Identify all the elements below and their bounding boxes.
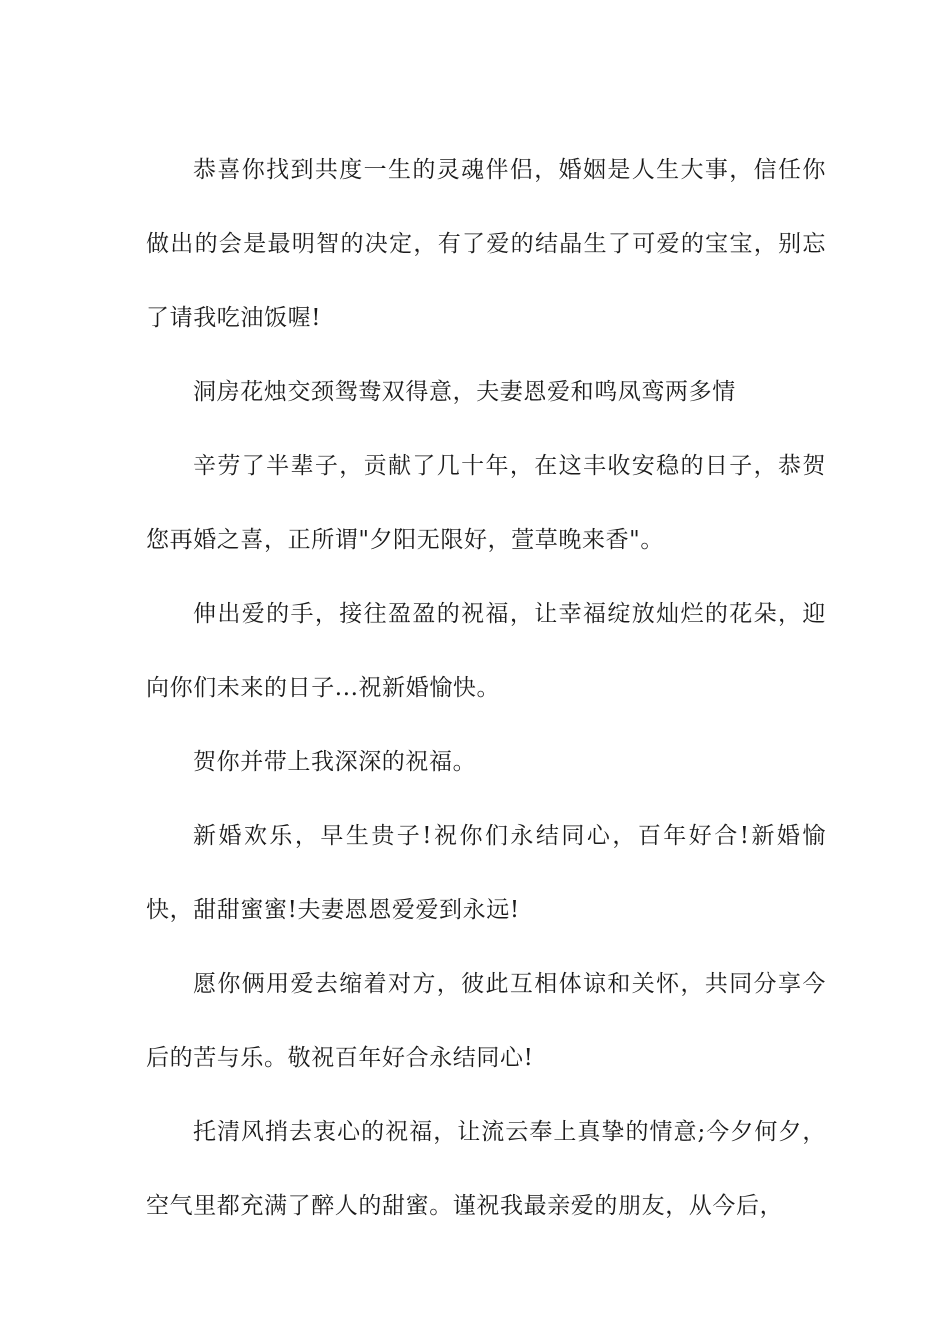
paragraph: 托清风捎去衷心的祝福，让流云奉上真挚的情意;今夕何夕，空气里都充满了醉人的甜蜜。谨祝我最亲爱的朋友，从今后， bbox=[146, 1119, 826, 1219]
paragraph: 愿你俩用爱去缩着对方，彼此互相体谅和关怀，共同分享今后的苦与乐。敬祝百年好合永结同心! bbox=[146, 971, 826, 1071]
paragraph: 洞房花烛交颈鸳鸯双得意，夫妻恩爱和鸣凤鸾两多情 bbox=[193, 379, 736, 405]
paragraph: 新婚欢乐，早生贵子!祝你们永结同心，百年好合!新婚愉快，甜甜蜜蜜!夫妻恩恩爱爱到永远! bbox=[146, 823, 826, 923]
paragraph: 贺你并带上我深深的祝福。 bbox=[193, 749, 477, 775]
document-body bbox=[146, 133, 826, 1243]
paragraph: 辛劳了半辈子，贡献了几十年，在这丰收安稳的日子，恭贺您再婚之喜，正所谓"夕阳无限好，萱草晚来香"。 bbox=[146, 453, 826, 553]
paragraph: 恭喜你找到共度一生的灵魂伴侣，婚姻是人生大事，信任你做出的会是最明智的决定，有了爱的结晶生了可爱的宝宝，别忘了请我吃油饭喔! bbox=[146, 157, 826, 331]
paragraph: 伸出爱的手，接往盈盈的祝福，让幸福绽放灿烂的花朵，迎向你们未来的日子...祝新婚愉快。 bbox=[146, 601, 826, 701]
